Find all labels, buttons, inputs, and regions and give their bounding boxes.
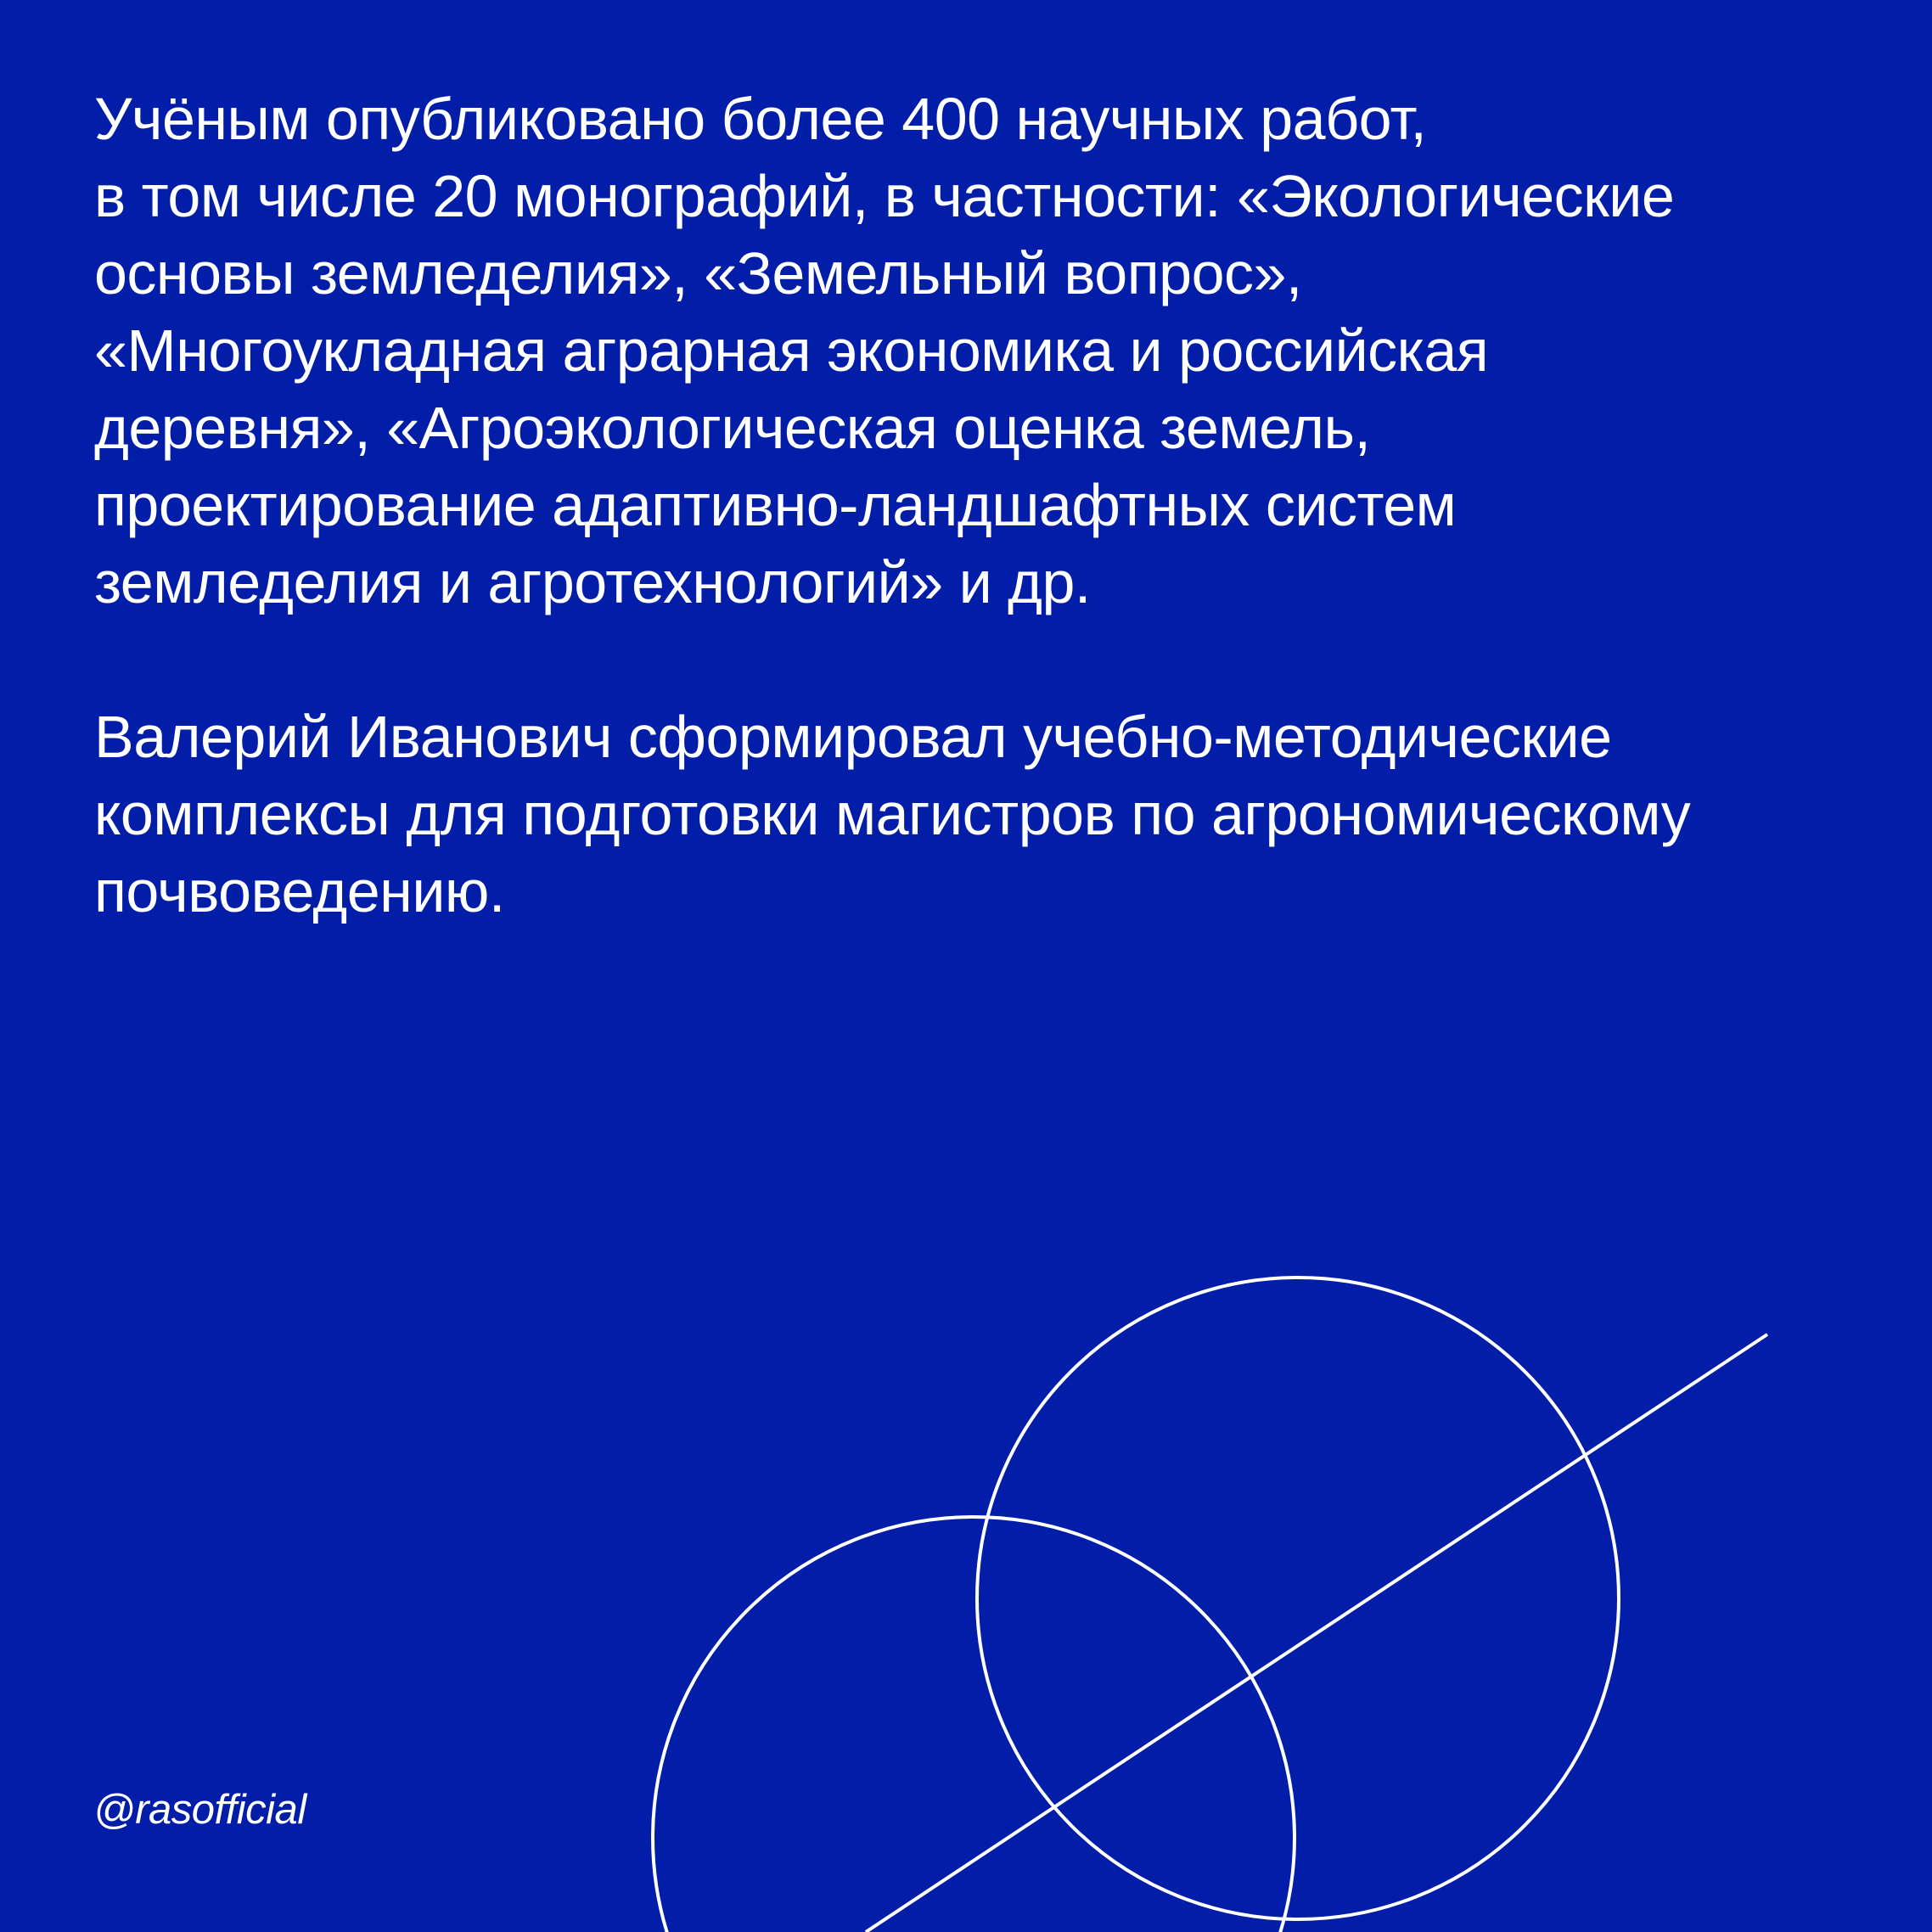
text-line: почвоведению.	[94, 858, 505, 924]
social-handle: @rasofficial	[93, 1787, 306, 1833]
text-line: Валерий Иванович сформировал учебно-методические	[94, 704, 1612, 770]
diagonal-line-shape	[866, 1334, 1767, 1932]
text-line: в том числе 20 монографий, в частности: «Экологические	[94, 163, 1675, 229]
body-text	[94, 81, 1877, 930]
small-circle-shape	[653, 1517, 1295, 1932]
paragraph-teaching	[94, 699, 1877, 930]
text-line: Учёным опубликовано более 400 научных работ,	[94, 86, 1427, 152]
text-line: проектирование адаптивно-ландшафтных систем	[94, 472, 1457, 538]
text-line: «Многоукладная аграрная экономика и российская	[94, 317, 1489, 384]
large-circle-shape	[977, 1278, 1619, 1919]
text-line: комплексы для подготовки магистров по агрономическому	[94, 781, 1691, 847]
text-line: основы земледелия», «Земельный вопрос»,	[94, 240, 1302, 306]
text-line: земледелия и агротехнологий» и др.	[94, 549, 1091, 615]
text-line: деревня», «Агроэкологическая оценка земель,	[94, 395, 1371, 461]
paragraph-publications	[94, 81, 1877, 621]
